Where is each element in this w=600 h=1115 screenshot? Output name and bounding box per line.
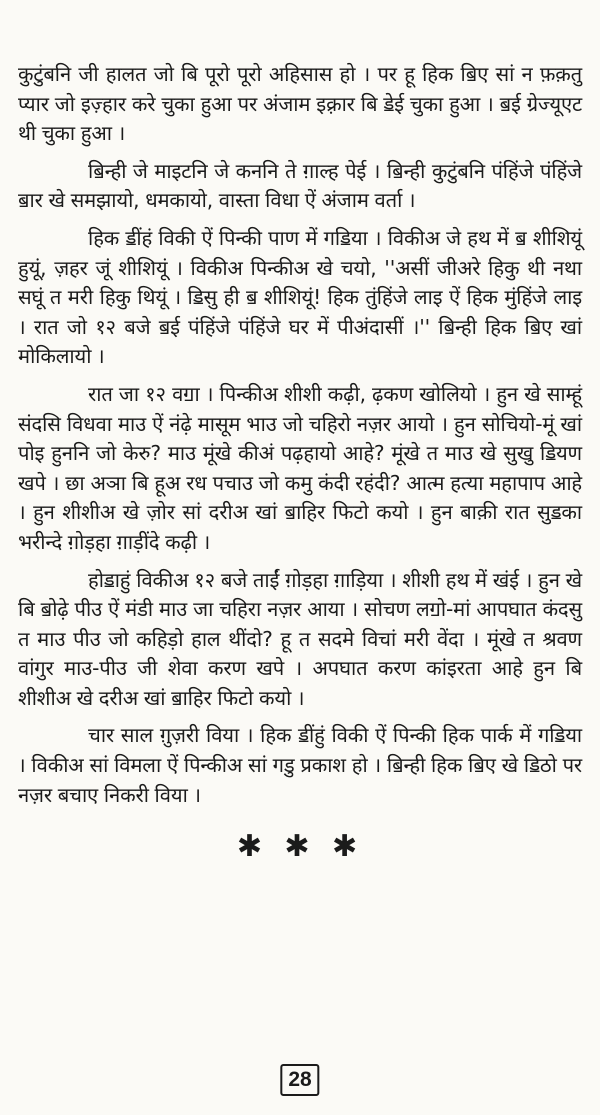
paragraph-2: ॿिन्ही जे माइटनि जे कननि ते ग़ाल्ह पेई । ॿिन्ही कुटुंबनि पंहिंजे पंहिंजे ॿार खे समझायो, धमकायो, वास्ता विधा ऐं अंजाम वर्ता । xyxy=(18,158,582,213)
paragraph-5: होॾाहुं विकीअ १२ बजे ताईं ग़ोड़हा ग़ाड़िया । शीशी हथ में खंई । हुन खे बि ॿोढ़े पीउ ऐं मंडी माउ जा चहिरा नज़र आया । सोचण लॻो-मां आपघात कंदसु त माउ पीउ जो कहिड़ो हाल थींदो? हू त सदमे विचां मरी वेंदा । मूंखे त श्रवण वांगुर माउ-पीउ जी शेवा करण खपे । अपघात करण कांइरता आहे हुन बि शीशीअ खे दरीअ खां ॿाहिर फिटो कयो । xyxy=(18,567,582,710)
section-divider: ✱ ✱ ✱ xyxy=(236,829,364,865)
paragraph-4: रात जा १२ वॻा । पिन्कीअ शीशी कढ़ी, ढ़कण खोलियो । हुन खे साम्हूं संदसि विधवा माउ ऐं नंढ़े मासूम भाउ जो चहिरो नज़र आयो । हुन सोचियो-मूं खां पोइ हुननि जो केरु? माउ मूंखे कीअं पढ़हायो आहे? मूंखे त माउ खे सुखु ॾियण खपे । छा अञा बि हूअ रध पचाउ जो कमु कंदी रहंदी? आत्म हत्या महापाप आहे । हुन शीशीअ खे ज़ोर सां दरीअ खां ॿाहिर फिटो कयो । हुन बाक़ी रात सुॾका भरीन्दे ग़ोड़हा ग़ाड़ींदे कढ़ी । xyxy=(18,381,582,554)
page-number: 28 xyxy=(280,1064,319,1096)
paragraph-6: चार साल ग़ुज़री विया । हिक ॾींहुं विकी ऐं पिन्की हिक पार्क में गॾिया । विकीअ सां विमला ऐं पिन्कीअ सां गडु प्रकाश हो । ॿिन्ही हिक ॿिए खे ॾिठो पर नज़र बचाए निकरी विया । xyxy=(18,723,582,807)
paragraph-1: कुटुंबनि जी हालत जो बि पूरो पूरो अहिसास हो । पर हू हिक ॿिए सां न फ़क़तु प्यार जो इज़्हार करे चुका हुआ पर अंजाम इक़्रार बि ॾेई चुका हुआ । ॿई ग्रेज्यूएट थी चुका हुआ । xyxy=(18,62,582,146)
paragraph-3: हिक ॾींहं विकी ऐं पिन्की पाण में गॾिया । विकीअ जे हथ में ॿ शीशियूं हुयूं, ज़हर जूं शीशियूं । विकीअ पिन्कीअ खे चयो, ''असीं जीअरे हिकु थी नथा सघूं त मरी हिकु थियूं । ॾिसु ही ॿ शीशियूं! हिक तुंहिंजे लाइ ऐं हिक मुंहिंजे लाइ । रात जो १२ बजे ॿई पंहिंजे पंहिंजे घर में पीअंदासीं ।'' ॿिन्ही हिक ॿिए खां मोकिलायो । xyxy=(18,225,582,369)
